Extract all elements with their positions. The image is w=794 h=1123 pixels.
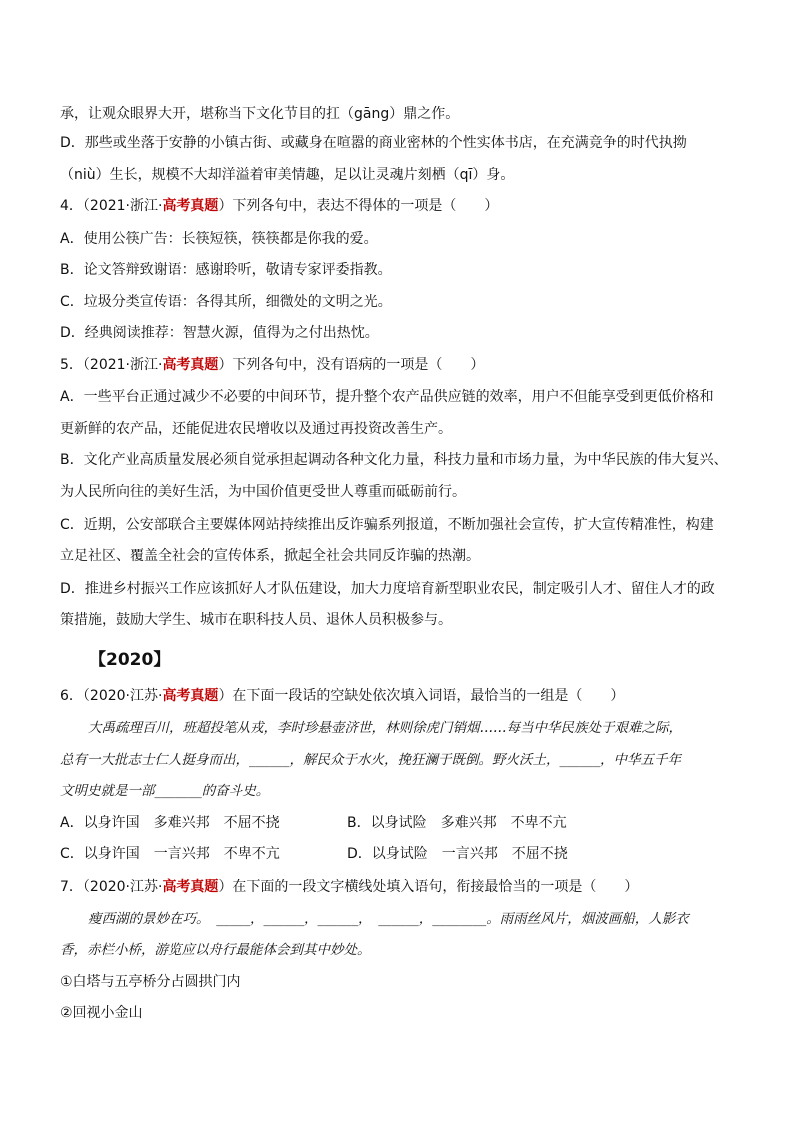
passage-line: 文明史就是一部_______的奋斗史。 [60,783,270,799]
question-source: 7．（2020·江苏· [60,879,163,895]
question-source: 4．（2021·浙江· [60,198,163,214]
option-a: A．以身许国 多难兴邦 不屈不挠 [60,815,280,831]
exam-tag: 高考真题 [162,198,219,214]
option-c: C．以身许国 一言兴邦 不卑不亢 [60,846,280,862]
section-heading-2020: 【2020】 [89,650,171,670]
exam-tag: 高考真题 [162,357,219,373]
question-6-stem [60,687,624,705]
option-c: C．垃圾分类宣传语：各得其所，细微处的文明之光。 [60,294,392,310]
text-line: D．推进乡村振兴工作应该抓好人才队伍建设，加大力度培育新型职业农民，制定吸引人才、留住人才的政 [60,581,715,597]
option-b: B．论文答辩致谢语：感谢聆听，敬请专家评委指教。 [60,262,392,278]
option-row [60,814,760,832]
question-5-stem [60,356,484,374]
text-line: 策措施，鼓励大学生、城市在职科技人员、退休人员积极参与。 [60,612,452,628]
exam-tag: 高考真题 [162,879,219,895]
list-item: ①白塔与五亭桥分占圆拱门内 [60,974,241,990]
question-prompt: ）下列各句中，没有语病的一项是（ ） [218,357,485,373]
text-line: 立足社区、覆盖全社会的宣传体系，掀起全社会共同反诈骗的热潮。 [60,548,480,564]
text-line: D．那些或坐落于安静的小镇古街、或藏身在喧嚣的商业密林的个性实体书店，在充满竞争的时代执拗 [60,135,687,151]
option-d: D．以身试险 一言兴邦 不屈不挠 [347,846,568,862]
text-line: 承，让观众眼界大开，堪称当下文化节目的扛（gāng）鼎之作。 [60,106,460,122]
question-4-stem [60,197,498,215]
text-line: 更新鲜的农产品，还能促进农民增收以及通过再投资改善生产。 [60,421,452,437]
passage-line: 大禹疏理百川，班超投笔从戎，李时珍悬壶济世，林则徐虎门销烟……每当中华民族处于艰难之际， [88,720,682,736]
question-prompt: ）下列各句中，表达不得体的一项是（ ） [218,198,499,214]
text-line: （niù）生长，规模不大却洋溢着审美情趣，足以让灵魂片刻栖（qī）身。 [60,167,515,183]
passage-line: 总有一大批志士仁人挺身而出，______，解民众于水火，挽狂澜于既倒。野火沃土，______，中华五千年 [60,752,681,768]
passage-line: 瘦西湖的景妙在巧。 _____，______，______， ______，________。雨雨丝风片，烟波画船，人影衣 [88,911,689,927]
passage-line: 香，赤栏小桥，游览应以舟行最能体会到其中妙处。 [60,942,371,958]
text-line: A．一些平台正通过减少不必要的中间环节，提升整个农产品供应链的效率，用户不但能享受到更低价格和 [60,389,714,405]
option-row [60,845,760,863]
text-line: 为人民所向往的美好生活，为中国价值更受世人尊重而砥砺前行。 [60,484,466,500]
question-prompt: ）在下面的一段文字横线处填入语句，衔接最恰当的一项是（ ） [218,879,639,895]
question-source: 5．（2021·浙江· [60,357,163,373]
exam-tag: 高考真题 [162,688,219,704]
question-source: 6．（2020·江苏· [60,688,163,704]
option-a: A．使用公筷广告：长筷短筷，筷筷都是你我的爱。 [60,231,378,247]
text-line: B．文化产业高质量发展必须自觉承担起调动各种文化力量，科技力量和市场力量，为中华民族的伟大复兴、 [60,452,728,468]
list-item: ②回视小金山 [60,1005,143,1021]
option-b: B．以身试险 多难兴邦 不卑不亢 [347,815,567,831]
question-7-stem [60,878,638,896]
text-line: C．近期，公安部联合主要媒体网站持续推出反诈骗系列报道，不断加强社会宣传，扩大宣传精准性，构建 [60,517,714,533]
question-prompt: ）在下面一段话的空缺处依次填入词语，最恰当的一组是（ ） [218,688,625,704]
option-d: D．经典阅读推荐：智慧火源，值得为之付出热忱。 [60,325,379,341]
